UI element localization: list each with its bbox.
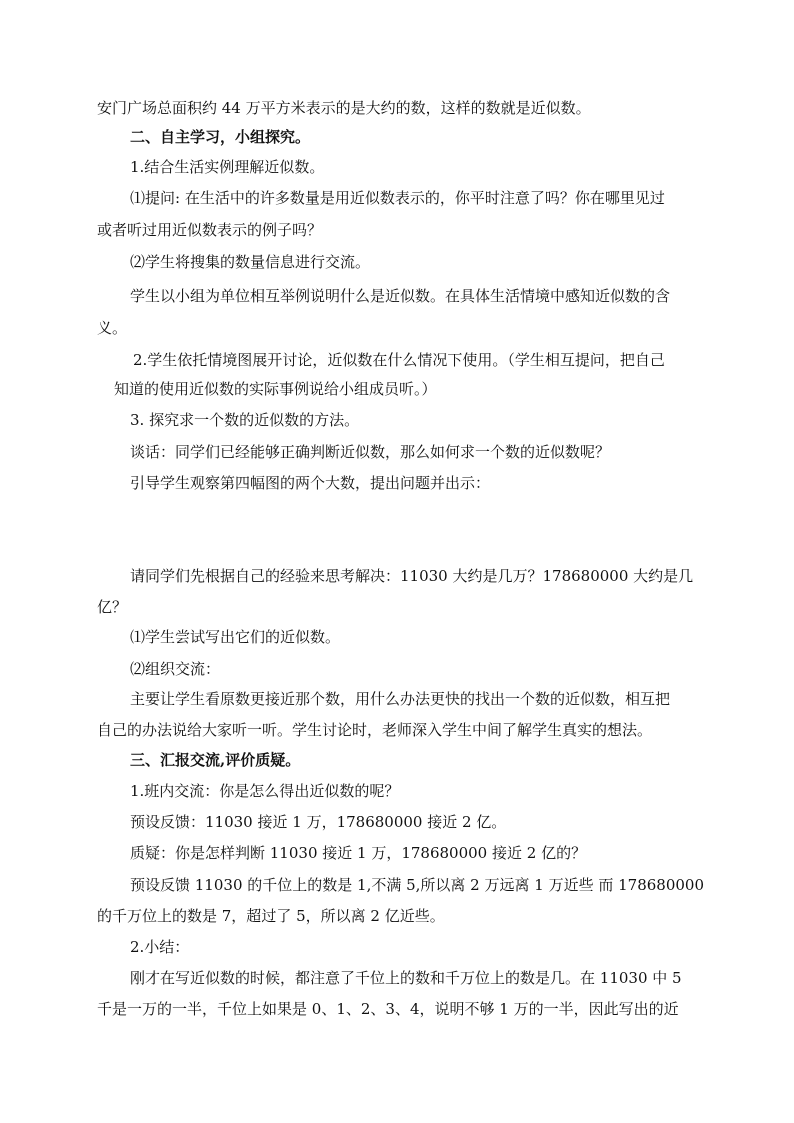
paragraph-line-24: 预设反馈 11030 的千位上的数是 1,不满 5,所以离 2 万远离 1 万近些 而 178680000: [130, 876, 705, 894]
paragraph-line-16: ⑴学生尝试写出它们的近似数。: [130, 628, 341, 646]
paragraph-line-3: 1.结合生活实例理解近似数。: [130, 158, 325, 176]
paragraph-line-1: 安门广场总面积约 44 万平方米表示的是大约的数，这样的数就是近似数。: [97, 99, 591, 117]
paragraph-line-4: ⑴提问: 在生活中的许多数量是用近似数表示的，你平时注意了吗？你在哪里见过: [130, 189, 665, 207]
paragraph-line-27: 刚才在写近似数的时候，都注意了千位上的数和千万位上的数是几。在 11030 中 5: [130, 969, 682, 987]
paragraph-line-17: ⑵组织交流：: [130, 660, 221, 678]
paragraph-line-15: 亿？: [97, 598, 128, 616]
paragraph-line-12: 谈话：同学们已经能够正确判断近似数，那么如何求一个数的近似数呢？: [130, 443, 611, 461]
paragraph-line-22: 预设反馈：11030 接近 1 万，178680000 接近 2 亿。: [130, 813, 507, 831]
paragraph-line-21: 1.班内交流：你是怎么得出近似数的呢？: [130, 782, 400, 800]
paragraph-line-7: 学生以小组为单位相互举例说明什么是近似数。在具体生活情境中感知近似数的含: [130, 287, 671, 305]
paragraph-line-10: 知道的使用近似数的实际事例说给小组成员听。）: [114, 380, 437, 398]
paragraph-line-9: 2.学生依托情境图展开讨论，近似数在什么情况下使用。（学生相互提问，把自己: [133, 351, 665, 369]
paragraph-line-23: 质疑：你是怎样判断 11030 接近 1 万，178680000 接近 2 亿的？: [130, 844, 587, 862]
paragraph-line-25: 的千万位上的数是 7，超过了 5，所以离 2 亿近些。: [97, 907, 445, 925]
paragraph-line-8: 义。: [97, 319, 128, 337]
paragraph-line-19: 自己的办法说给大家听一听。学生讨论时，老师深入学生中间了解学生真实的想法。: [97, 721, 653, 739]
section-heading-20: 三、汇报交流,评价质疑。: [130, 751, 301, 769]
paragraph-line-6: ⑵学生将搜集的数量信息进行交流。: [130, 253, 371, 271]
paragraph-line-26: 2.小结：: [130, 938, 190, 956]
paragraph-line-5: 或者听过用近似数表示的例子吗？: [97, 221, 323, 239]
paragraph-line-13: 引导学生观察第四幅图的两个大数，提出问题并出示：: [130, 474, 491, 492]
paragraph-line-11: 3. 探究求一个数的近似数的方法。: [130, 411, 360, 429]
section-heading-2: 二、自主学习，小组探究。: [130, 128, 311, 146]
paragraph-line-14: 请同学们先根据自己的经验来思考解决：11030 大约是几万？178680000 大约是几: [130, 567, 694, 585]
paragraph-line-18: 主要让学生看原数更接近那个数，用什么办法更快的找出一个数的近似数，相互把: [130, 690, 671, 708]
paragraph-line-28: 千是一万的一半，千位上如果是 0、1、2、3、4，说明不够 1 万的一半，因此写出的近: [97, 1000, 679, 1018]
